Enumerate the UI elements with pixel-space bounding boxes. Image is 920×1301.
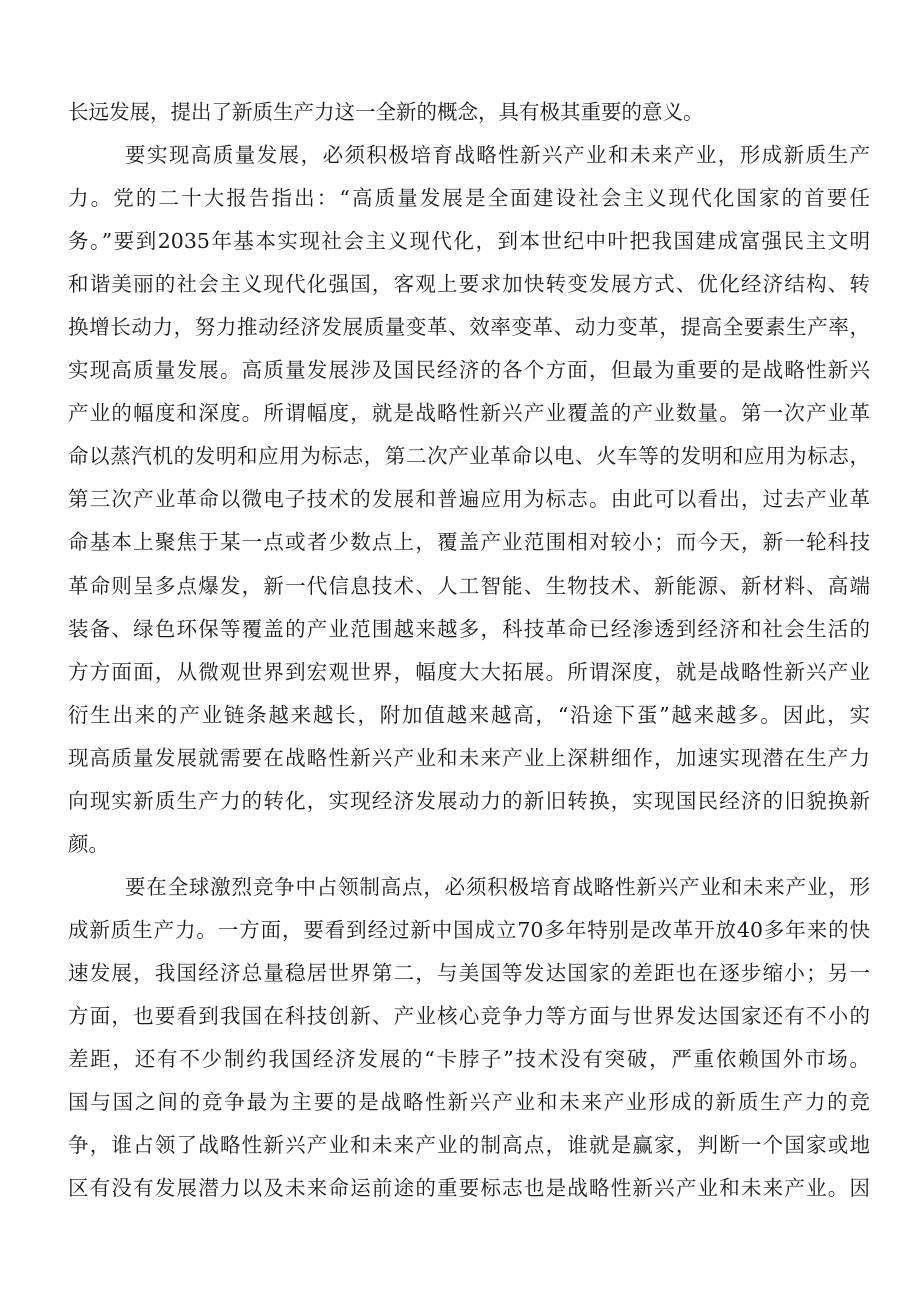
text-line: 衍生出来的产业链条越来越长，附加值越来越高，“沿途下蛋”越来越多。因此，实: [68, 702, 870, 727]
paragraph-first-line: 要在全球激烈竞争中占领制高点，必须积极培育战略性新兴产业和未来产业，形: [125, 874, 870, 899]
text-line: 现高质量发展就需要在战略性新兴产业和未来产业上深耕细作，加速实现潜在生产力: [68, 745, 870, 770]
text-line: 命以蒸汽机的发明和应用为标志，第二次产业革命以电、火车等的发明和应用为标志，: [68, 444, 870, 469]
text-line: 向现实新质生产力的转化，实现经济发展动力的新旧转换，实现国民经济的旧貌换新: [68, 788, 870, 813]
text-line: 方面，也要看到我国在科技创新、产业核心竞争力等方面与世界发达国家还有不小的: [68, 1003, 870, 1028]
text-line: 方方面面，从微观世界到宏观世界，幅度大大拓展。所谓深度，就是战略性新兴产业: [68, 659, 870, 684]
text-line: 命基本上聚焦于某一点或者少数点上，覆盖产业范围相对较小；而今天，新一轮科技: [68, 530, 870, 555]
text-line: 务。”要到2035年基本实现社会主义现代化，到本世纪中叶把我国建成富强民主文明: [68, 229, 870, 254]
text-line: 实现高质量发展。高质量发展涉及国民经济的各个方面，但最为重要的是战略性新兴: [68, 358, 870, 383]
text-line: 装备、绿色环保等覆盖的产业范围越来越多，科技革命已经渗透到经济和社会生活的: [68, 616, 870, 641]
text-line: 革命则呈多点爆发，新一代信息技术、人工智能、生物技术、新能源、新材料、高端: [68, 573, 870, 598]
text-line: 换增长动力，努力推动经济发展质量变革、效率变革、动力变革，提高全要素生产率，: [68, 315, 870, 340]
text-line: 第三次产业革命以微电子技术的发展和普遍应用为标志。由此可以看出，过去产业革: [68, 487, 870, 512]
text-line: 成新质生产力。一方面，要看到经过新中国成立70多年特别是改革开放40多年来的快: [68, 917, 870, 942]
text-line: 长远发展，提出了新质生产力这一全新的概念，具有极其重要的意义。: [68, 100, 704, 124]
paragraph-first-line: 要实现高质量发展，必须积极培育战略性新兴产业和未来产业，形成新质生产: [125, 143, 870, 168]
text-line: 争，谁占领了战略性新兴产业和未来产业的制高点，谁就是赢家，判断一个国家或地: [68, 1133, 870, 1158]
text-line: 区有没有发展潜力以及未来命运前途的重要标志也是战略性新兴产业和未来产业。因: [68, 1176, 870, 1201]
text-line: 颜。: [68, 831, 109, 856]
text-line: 速发展，我国经济总量稳居世界第二，与美国等发达国家的差距也在逐步缩小；另一: [68, 960, 870, 985]
text-line: 差距，还有不少制约我国经济发展的“卡脖子”技术没有突破，严重依赖国外市场。: [68, 1047, 870, 1072]
text-line: 国与国之间的竞争最为主要的是战略性新兴产业和未来产业形成的新质生产力的竞: [68, 1090, 870, 1115]
text-line: 产业的幅度和深度。所谓幅度，就是战略性新兴产业覆盖的产业数量。第一次产业革: [68, 401, 870, 426]
document-body: [68, 91, 870, 1210]
text-line: 和谐美丽的社会主义现代化强国，客观上要求加快转变发展方式、优化经济结构、转: [68, 272, 870, 297]
text-line: 力。党的二十大报告指出：“高质量发展是全面建设社会主义现代化国家的首要任: [68, 186, 870, 211]
